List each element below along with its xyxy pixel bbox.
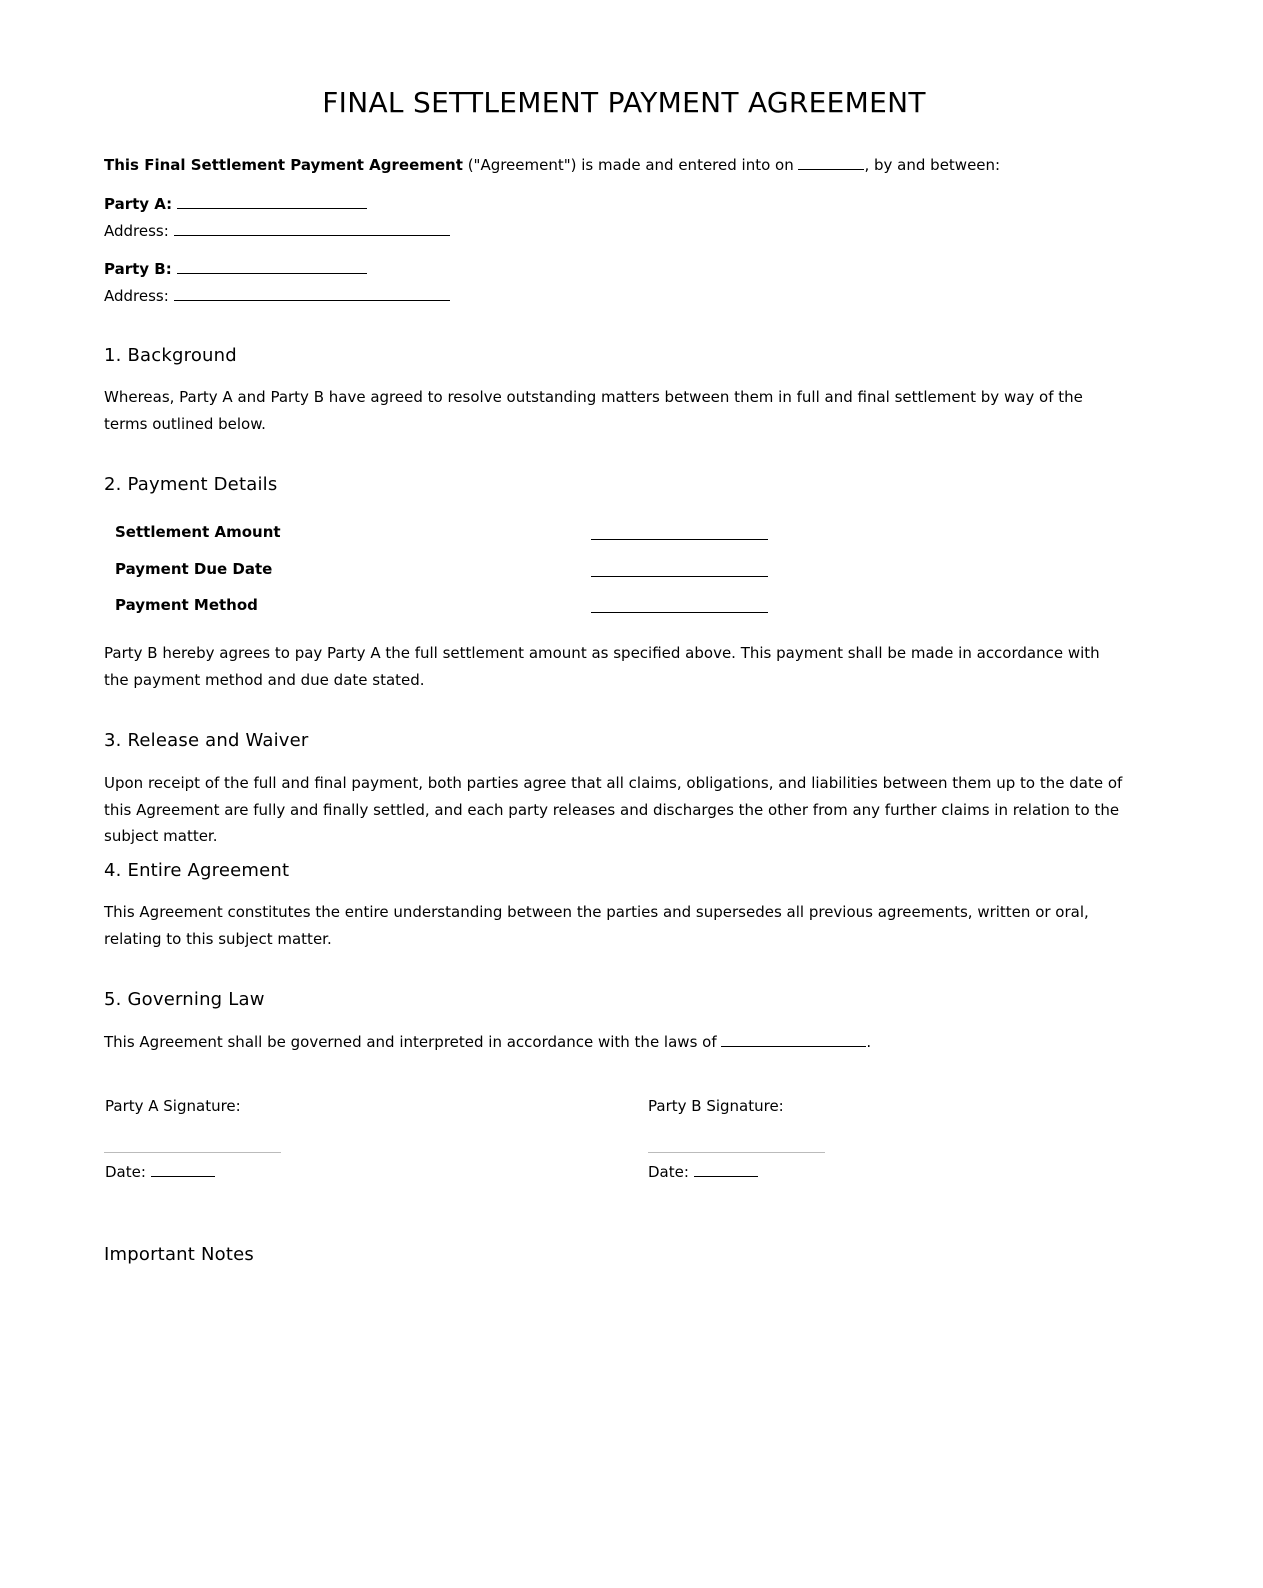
party-a-date-line xyxy=(105,1161,215,1181)
payment-row-due-date xyxy=(115,560,775,584)
document-title: FINAL SETTLEMENT PAYMENT AGREEMENT xyxy=(322,86,926,119)
party-a-name-blank[interactable] xyxy=(177,193,367,209)
party-a-address-blank[interactable] xyxy=(174,220,450,236)
party-a-signature-label: Party A Signature: xyxy=(105,1097,241,1115)
party-a-date-label: Date: xyxy=(105,1163,146,1181)
party-b-date-blank[interactable] xyxy=(694,1161,758,1177)
jurisdiction-blank[interactable] xyxy=(721,1031,866,1047)
intro-text-after-date: , by and between: xyxy=(864,156,1001,174)
section-law-heading: 5. Governing Law xyxy=(104,989,265,1010)
party-b-address-blank[interactable] xyxy=(174,285,450,301)
section-release-heading: 3. Release and Waiver xyxy=(104,730,309,751)
section-entire-body: This Agreement constitutes the entire understanding between the parties and supersedes all previous agreements, written or oral, relating to this subject matter. xyxy=(104,903,1089,948)
section-background-heading: 1. Background xyxy=(104,345,237,366)
party-a-date-blank[interactable] xyxy=(151,1161,215,1177)
party-a-address-label: Address: xyxy=(104,222,169,240)
payment-row-method xyxy=(115,596,775,620)
party-b-name-blank[interactable] xyxy=(177,258,367,274)
party-b-date-label: Date: xyxy=(648,1163,689,1181)
payment-method-blank[interactable] xyxy=(591,612,768,613)
payment-due-date-blank[interactable] xyxy=(591,576,768,577)
payment-method-label: Payment Method xyxy=(115,596,258,614)
settlement-amount-label: Settlement Amount xyxy=(115,523,281,541)
party-a-label: Party A: xyxy=(104,195,173,213)
section-release-body: Upon receipt of the full and final payment, both parties agree that all claims, obligations, and liabilities between them up to the date of this Agreement are fully and finally settled, and each party releases and discharges the other from any further claims in relation to the subject matter. xyxy=(104,774,1123,845)
party-b-signature-line[interactable] xyxy=(648,1152,825,1153)
law-text-after-blank: . xyxy=(866,1033,872,1051)
agreement-date-blank[interactable] xyxy=(798,154,864,170)
party-a-address-line xyxy=(104,220,450,241)
party-b-address-label: Address: xyxy=(104,287,169,305)
section-payment-body: Party B hereby agrees to pay Party A the full settlement amount as specified above. This payment shall be made in accordance with the payment method and due date stated. xyxy=(104,644,1100,689)
party-a-line xyxy=(104,193,367,214)
party-b-address-line xyxy=(104,285,450,306)
section-background-body: Whereas, Party A and Party B have agreed to resolve outstanding matters between them in full and final settlement by way of the terms outlined below. xyxy=(104,388,1083,433)
payment-row-settlement-amount xyxy=(115,523,775,547)
payment-due-date-label: Payment Due Date xyxy=(115,560,273,578)
intro-bold-lead: This Final Settlement Payment Agreement xyxy=(104,156,463,174)
intro-text-before-date: ("Agreement") is made and entered into on xyxy=(462,156,799,174)
law-text-before-blank: This Agreement shall be governed and interpreted in accordance with the laws of xyxy=(104,1033,722,1051)
section-law-body xyxy=(104,1029,1124,1056)
intro-paragraph xyxy=(104,152,1124,179)
important-notes-heading: Important Notes xyxy=(104,1244,254,1265)
party-b-signature-label: Party B Signature: xyxy=(648,1097,784,1115)
settlement-amount-blank[interactable] xyxy=(591,539,768,540)
party-a-signature-line[interactable] xyxy=(104,1152,281,1153)
section-entire-heading: 4. Entire Agreement xyxy=(104,860,290,881)
party-b-label: Party B: xyxy=(104,260,172,278)
party-b-date-line xyxy=(648,1161,758,1181)
section-payment-heading: 2. Payment Details xyxy=(104,474,278,495)
party-b-line xyxy=(104,258,367,279)
